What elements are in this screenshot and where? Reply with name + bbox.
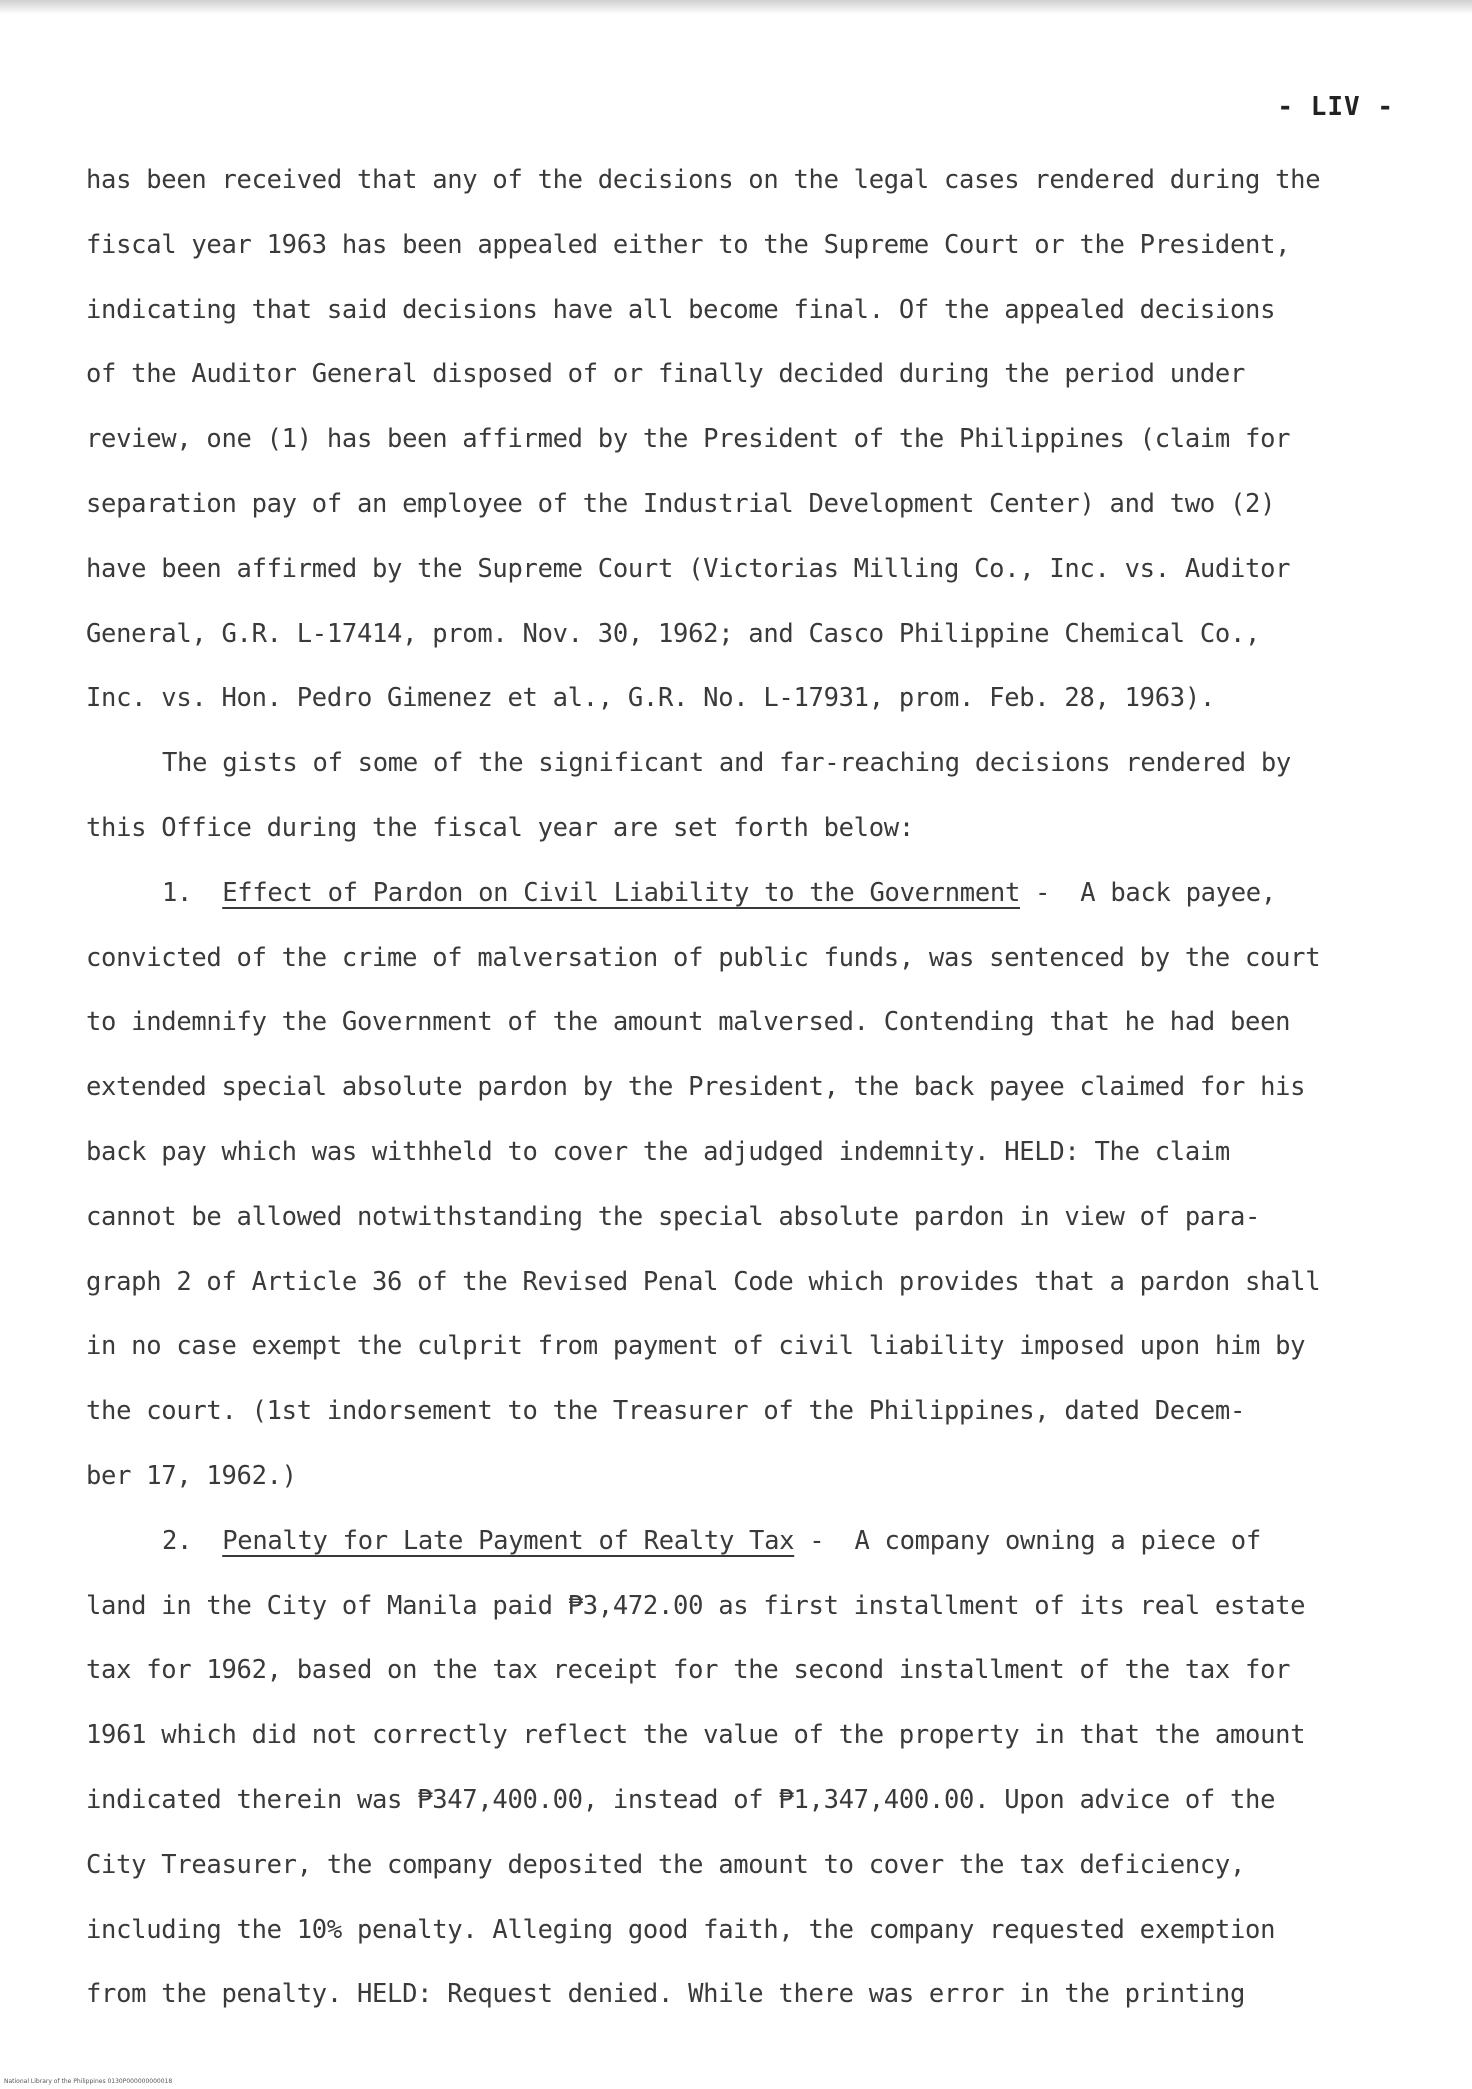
text-line: of the Auditor General disposed of or finally decided during the period under: [86, 359, 1246, 390]
text-line: back pay which was withheld to cover the adjudged indemnity. HELD: The claim: [86, 1136, 1230, 1167]
text-line: to indemnify the Government of the amount malversed. Contending that he had been: [86, 1007, 1291, 1038]
text-line: ber 17, 1962.): [86, 1460, 297, 1491]
page-number: - LIV -: [1277, 92, 1394, 122]
item-number: 1.: [162, 877, 193, 908]
text-line: tax for 1962, based on the tax receipt for the second installment of the tax for: [86, 1655, 1291, 1686]
text-line: have been affirmed by the Supreme Court (Victorias Milling Co., Inc. vs. Auditor: [86, 553, 1291, 584]
item-dash: -: [794, 1525, 840, 1556]
paragraph-2: [86, 731, 1446, 861]
decision-item-1: [86, 861, 1446, 1509]
item-first-line: [86, 1509, 1446, 1574]
document-body: [86, 148, 1446, 2027]
text-line: convicted of the crime of malversation of public funds, was sentenced by the court: [86, 942, 1321, 973]
text-line: in no case exempt the culprit from payment of civil liability imposed upon him by: [86, 1331, 1306, 1362]
scan-edge: [0, 0, 1472, 14]
text-line: indicating that said decisions have all become final. Of the appealed decisions: [86, 294, 1276, 325]
text-line: review, one (1) has been affirmed by the President of the Philippines (claim for: [86, 424, 1291, 455]
decision-item-2: [86, 1509, 1446, 2027]
item-number: 2.: [162, 1525, 193, 1556]
item-heading: Penalty for Late Payment of Realty Tax: [222, 1525, 795, 1556]
text-line: has been received that any of the decisions on the legal cases rendered during the: [86, 165, 1321, 195]
text-line: City Treasurer, the company deposited the amount to cover the tax deficiency,: [86, 1849, 1246, 1880]
text-line: including the 10% penalty. Alleging good faith, the company requested exemption: [86, 1914, 1276, 1945]
item-first-line: [86, 861, 1446, 926]
text-line: separation pay of an employee of the Industrial Development Center) and two (2): [86, 488, 1276, 519]
item-text: A back payee,: [1080, 877, 1276, 908]
text-line: cannot be allowed notwithstanding the special absolute pardon in view of para-: [86, 1201, 1261, 1232]
text-line: from the penalty. HELD: Request denied. While there was error in the printing: [86, 1979, 1246, 2010]
archive-footer-note: National Library of the Philippines 0130P000000000018: [4, 2078, 173, 2085]
item-text: A company owning a piece of: [854, 1525, 1261, 1556]
item-dash: -: [1020, 877, 1066, 908]
text-line: land in the City of Manila paid ₱3,472.00 as first installment of its real estate: [86, 1590, 1306, 1621]
text-line: 1961 which did not correctly reflect the value of the property in that the amount: [86, 1720, 1306, 1751]
text-line: The gists of some of the significant and far-reaching decisions rendered by: [162, 748, 1291, 779]
text-line: graph 2 of Article 36 of the Revised Penal Code which provides that a pardon shall: [86, 1266, 1321, 1297]
paragraph-1: [86, 148, 1446, 731]
text-line: Inc. vs. Hon. Pedro Gimenez et al., G.R. No. L-17931, prom. Feb. 28, 1963).: [86, 683, 1215, 714]
text-line: fiscal year 1963 has been appealed either to the Supreme Court or the President,: [86, 229, 1291, 260]
item-heading: Effect of Pardon on Civil Liability to the Government: [222, 877, 1020, 908]
text-line: indicated therein was ₱347,400.00, instead of ₱1,347,400.00. Upon advice of the: [86, 1784, 1276, 1815]
text-line: this Office during the fiscal year are set forth below:: [86, 812, 914, 843]
text-line: extended special absolute pardon by the President, the back payee claimed for his: [86, 1072, 1306, 1103]
text-line: the court. (1st indorsement to the Treasurer of the Philippines, dated Decem-: [86, 1396, 1246, 1427]
text-line: General, G.R. L-17414, prom. Nov. 30, 1962; and Casco Philippine Chemical Co.,: [86, 618, 1261, 649]
